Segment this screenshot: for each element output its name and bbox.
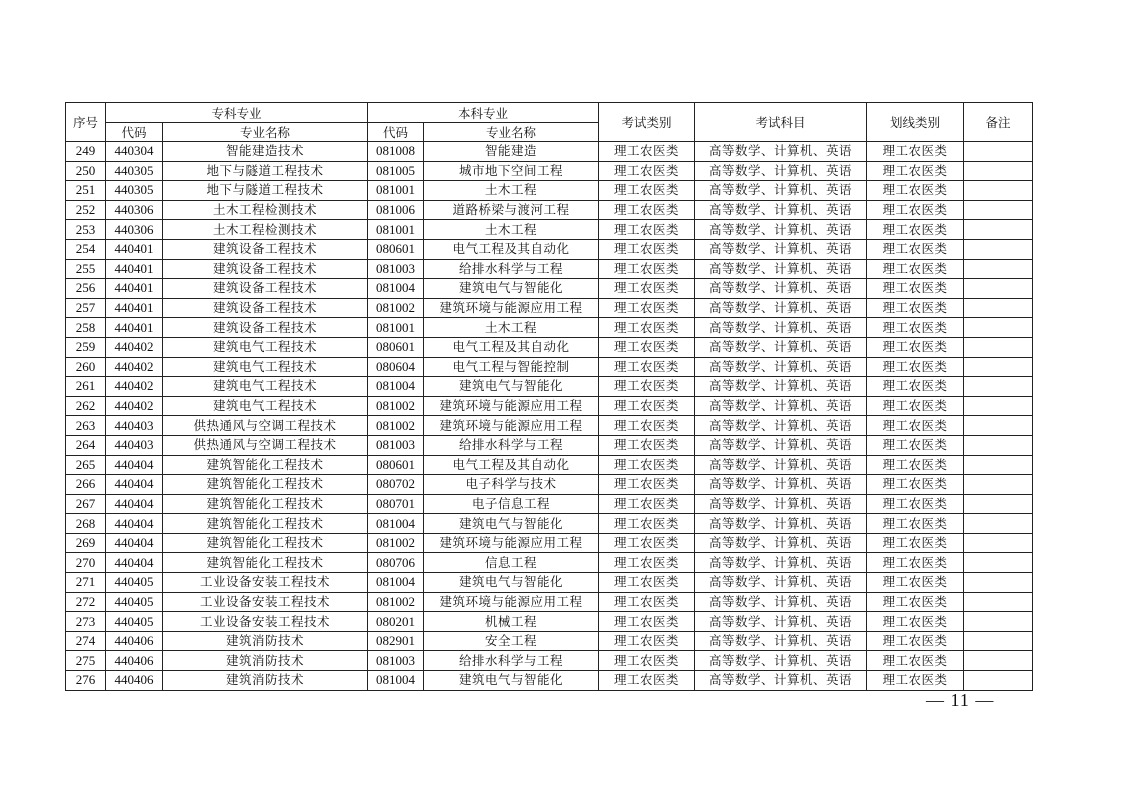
cell-bachelor-code: 080601: [368, 337, 424, 357]
cell-seq: 271: [66, 573, 106, 593]
cell-remarks: [964, 298, 1033, 318]
cell-exam-category: 理工农医类: [599, 396, 695, 416]
cell-junior-name: 建筑设备工程技术: [163, 239, 368, 259]
cell-exam-subjects: 高等数学、计算机、英语: [695, 396, 867, 416]
cell-remarks: [964, 514, 1033, 534]
cell-bachelor-name: 电气工程及其自动化: [424, 455, 599, 475]
cell-line-category: 理工农医类: [867, 279, 964, 299]
cell-junior-name: 建筑智能化工程技术: [163, 455, 368, 475]
cell-seq: 263: [66, 416, 106, 436]
cell-remarks: [964, 475, 1033, 495]
header-junior-college-major: 专科专业: [106, 103, 368, 123]
cell-seq: 276: [66, 671, 106, 691]
table-row: [66, 239, 1033, 259]
table-row: [66, 279, 1033, 299]
table-row: [66, 416, 1033, 436]
cell-seq: 256: [66, 279, 106, 299]
cell-junior-code: 440405: [106, 573, 163, 593]
cell-seq: 270: [66, 553, 106, 573]
cell-line-category: 理工农医类: [867, 200, 964, 220]
header-bachelor-major: 本科专业: [368, 103, 599, 123]
table-row: [66, 298, 1033, 318]
cell-bachelor-code: 080701: [368, 494, 424, 514]
cell-bachelor-name: 智能建造: [424, 142, 599, 162]
table-row: [66, 592, 1033, 612]
cell-exam-subjects: 高等数学、计算机、英语: [695, 279, 867, 299]
cell-junior-name: 建筑消防技术: [163, 631, 368, 651]
cell-bachelor-name: 电子信息工程: [424, 494, 599, 514]
cell-junior-name: 建筑智能化工程技术: [163, 533, 368, 553]
cell-seq: 249: [66, 142, 106, 162]
cell-line-category: 理工农医类: [867, 573, 964, 593]
cell-remarks: [964, 533, 1033, 553]
cell-bachelor-name: 土木工程: [424, 181, 599, 201]
cell-line-category: 理工农医类: [867, 259, 964, 279]
cell-bachelor-name: 电气工程及其自动化: [424, 337, 599, 357]
cell-bachelor-code: 081001: [368, 181, 424, 201]
table-row: [66, 220, 1033, 240]
cell-exam-category: 理工农医类: [599, 279, 695, 299]
cell-junior-name: 地下与隧道工程技术: [163, 161, 368, 181]
cell-bachelor-name: 建筑电气与智能化: [424, 514, 599, 534]
cell-exam-category: 理工农医类: [599, 298, 695, 318]
cell-junior-code: 440306: [106, 200, 163, 220]
cell-bachelor-code: 080601: [368, 239, 424, 259]
cell-bachelor-name: 安全工程: [424, 631, 599, 651]
table-row: [66, 671, 1033, 691]
table-row: [66, 631, 1033, 651]
cell-seq: 274: [66, 631, 106, 651]
cell-exam-subjects: 高等数学、计算机、英语: [695, 553, 867, 573]
cell-exam-subjects: 高等数学、计算机、英语: [695, 337, 867, 357]
cell-junior-code: 440401: [106, 298, 163, 318]
cell-exam-category: 理工农医类: [599, 514, 695, 534]
cell-bachelor-name: 建筑电气与智能化: [424, 377, 599, 397]
cell-junior-name: 建筑设备工程技术: [163, 318, 368, 338]
cell-remarks: [964, 161, 1033, 181]
cell-line-category: 理工农医类: [867, 239, 964, 259]
cell-junior-name: 建筑设备工程技术: [163, 279, 368, 299]
cell-bachelor-code: 081002: [368, 298, 424, 318]
cell-exam-category: 理工农医类: [599, 631, 695, 651]
cell-line-category: 理工农医类: [867, 533, 964, 553]
cell-junior-name: 建筑设备工程技术: [163, 298, 368, 318]
major-mapping-table: [65, 102, 1033, 691]
cell-line-category: 理工农医类: [867, 494, 964, 514]
cell-line-category: 理工农医类: [867, 671, 964, 691]
cell-exam-category: 理工农医类: [599, 220, 695, 240]
cell-bachelor-code: 081002: [368, 416, 424, 436]
cell-line-category: 理工农医类: [867, 220, 964, 240]
cell-bachelor-name: 给排水科学与工程: [424, 259, 599, 279]
cell-junior-name: 建筑电气工程技术: [163, 357, 368, 377]
cell-exam-subjects: 高等数学、计算机、英语: [695, 181, 867, 201]
cell-seq: 252: [66, 200, 106, 220]
cell-bachelor-name: 建筑环境与能源应用工程: [424, 396, 599, 416]
cell-bachelor-name: 电气工程及其自动化: [424, 239, 599, 259]
table-row: [66, 259, 1033, 279]
cell-remarks: [964, 671, 1033, 691]
header-bachelor-name: 专业名称: [424, 123, 599, 142]
table-row: [66, 651, 1033, 671]
cell-exam-category: 理工农医类: [599, 239, 695, 259]
cell-bachelor-name: 给排水科学与工程: [424, 435, 599, 455]
cell-junior-name: 建筑智能化工程技术: [163, 475, 368, 495]
cell-exam-subjects: 高等数学、计算机、英语: [695, 435, 867, 455]
cell-junior-code: 440404: [106, 553, 163, 573]
cell-exam-category: 理工农医类: [599, 533, 695, 553]
cell-remarks: [964, 220, 1033, 240]
cell-seq: 254: [66, 239, 106, 259]
cell-bachelor-code: 080706: [368, 553, 424, 573]
cell-seq: 273: [66, 612, 106, 632]
cell-exam-subjects: 高等数学、计算机、英语: [695, 357, 867, 377]
cell-exam-subjects: 高等数学、计算机、英语: [695, 298, 867, 318]
cell-bachelor-code: 081008: [368, 142, 424, 162]
table-row: [66, 455, 1033, 475]
table-row: [66, 435, 1033, 455]
cell-exam-subjects: 高等数学、计算机、英语: [695, 592, 867, 612]
cell-bachelor-code: 081004: [368, 279, 424, 299]
cell-bachelor-code: 081004: [368, 573, 424, 593]
cell-exam-subjects: 高等数学、计算机、英语: [695, 377, 867, 397]
cell-junior-code: 440305: [106, 181, 163, 201]
cell-junior-code: 440405: [106, 592, 163, 612]
cell-junior-code: 440406: [106, 631, 163, 651]
cell-exam-subjects: 高等数学、计算机、英语: [695, 573, 867, 593]
header-exam-subjects: 考试科目: [695, 103, 867, 142]
cell-junior-code: 440304: [106, 142, 163, 162]
cell-exam-category: 理工农医类: [599, 142, 695, 162]
cell-seq: 266: [66, 475, 106, 495]
cell-junior-code: 440403: [106, 435, 163, 455]
cell-bachelor-name: 给排水科学与工程: [424, 651, 599, 671]
cell-remarks: [964, 396, 1033, 416]
cell-bachelor-name: 建筑电气与智能化: [424, 573, 599, 593]
cell-junior-name: 土木工程检测技术: [163, 200, 368, 220]
cell-exam-subjects: 高等数学、计算机、英语: [695, 671, 867, 691]
cell-exam-category: 理工农医类: [599, 435, 695, 455]
cell-remarks: [964, 377, 1033, 397]
cell-bachelor-code: 080702: [368, 475, 424, 495]
table-row: [66, 514, 1033, 534]
cell-line-category: 理工农医类: [867, 592, 964, 612]
cell-bachelor-name: 土木工程: [424, 220, 599, 240]
cell-junior-code: 440402: [106, 357, 163, 377]
cell-remarks: [964, 259, 1033, 279]
cell-line-category: 理工农医类: [867, 651, 964, 671]
cell-remarks: [964, 573, 1033, 593]
cell-junior-code: 440404: [106, 475, 163, 495]
cell-seq: 267: [66, 494, 106, 514]
cell-seq: 259: [66, 337, 106, 357]
cell-bachelor-name: 信息工程: [424, 553, 599, 573]
cell-exam-category: 理工农医类: [599, 592, 695, 612]
cell-exam-category: 理工农医类: [599, 553, 695, 573]
cell-exam-subjects: 高等数学、计算机、英语: [695, 220, 867, 240]
cell-line-category: 理工农医类: [867, 435, 964, 455]
cell-bachelor-code: 081002: [368, 533, 424, 553]
cell-bachelor-code: 080201: [368, 612, 424, 632]
cell-junior-code: 440401: [106, 239, 163, 259]
cell-exam-category: 理工农医类: [599, 161, 695, 181]
cell-bachelor-code: 081005: [368, 161, 424, 181]
cell-exam-category: 理工农医类: [599, 475, 695, 495]
cell-remarks: [964, 553, 1033, 573]
cell-seq: 257: [66, 298, 106, 318]
cell-bachelor-name: 城市地下空间工程: [424, 161, 599, 181]
cell-bachelor-name: 建筑环境与能源应用工程: [424, 533, 599, 553]
cell-junior-name: 智能建造技术: [163, 142, 368, 162]
cell-seq: 253: [66, 220, 106, 240]
cell-line-category: 理工农医类: [867, 396, 964, 416]
header-line-category: 划线类别: [867, 103, 964, 142]
cell-bachelor-code: 081003: [368, 259, 424, 279]
cell-line-category: 理工农医类: [867, 455, 964, 475]
cell-junior-code: 440401: [106, 259, 163, 279]
cell-exam-subjects: 高等数学、计算机、英语: [695, 533, 867, 553]
cell-exam-category: 理工农医类: [599, 200, 695, 220]
cell-bachelor-code: 081004: [368, 377, 424, 397]
table-row: [66, 142, 1033, 162]
cell-remarks: [964, 142, 1033, 162]
cell-seq: 260: [66, 357, 106, 377]
cell-exam-subjects: 高等数学、计算机、英语: [695, 200, 867, 220]
table-row: [66, 318, 1033, 338]
cell-remarks: [964, 455, 1033, 475]
cell-line-category: 理工农医类: [867, 514, 964, 534]
cell-exam-subjects: 高等数学、计算机、英语: [695, 416, 867, 436]
page-number: — 11 —: [926, 690, 995, 710]
cell-seq: 255: [66, 259, 106, 279]
table-row: [66, 533, 1033, 553]
cell-junior-name: 建筑消防技术: [163, 671, 368, 691]
cell-seq: 264: [66, 435, 106, 455]
cell-seq: 265: [66, 455, 106, 475]
cell-bachelor-code: 081003: [368, 435, 424, 455]
cell-line-category: 理工农医类: [867, 631, 964, 651]
cell-remarks: [964, 612, 1033, 632]
cell-bachelor-code: 081002: [368, 396, 424, 416]
cell-seq: 251: [66, 181, 106, 201]
table-row: [66, 612, 1033, 632]
table-row: [66, 377, 1033, 397]
cell-line-category: 理工农医类: [867, 298, 964, 318]
table-row: [66, 494, 1033, 514]
cell-remarks: [964, 357, 1033, 377]
cell-junior-code: 440406: [106, 671, 163, 691]
cell-bachelor-code: 080604: [368, 357, 424, 377]
cell-remarks: [964, 318, 1033, 338]
cell-bachelor-code: 081003: [368, 651, 424, 671]
table-body: [66, 142, 1033, 691]
cell-bachelor-code: 081006: [368, 200, 424, 220]
cell-line-category: 理工农医类: [867, 357, 964, 377]
cell-junior-name: 建筑设备工程技术: [163, 259, 368, 279]
cell-exam-category: 理工农医类: [599, 671, 695, 691]
cell-junior-name: 建筑智能化工程技术: [163, 514, 368, 534]
cell-remarks: [964, 631, 1033, 651]
cell-remarks: [964, 651, 1033, 671]
table-row: [66, 161, 1033, 181]
cell-bachelor-code: 081002: [368, 592, 424, 612]
cell-line-category: 理工农医类: [867, 161, 964, 181]
cell-bachelor-name: 电子科学与技术: [424, 475, 599, 495]
cell-seq: 258: [66, 318, 106, 338]
cell-exam-subjects: 高等数学、计算机、英语: [695, 161, 867, 181]
cell-exam-subjects: 高等数学、计算机、英语: [695, 142, 867, 162]
cell-exam-subjects: 高等数学、计算机、英语: [695, 318, 867, 338]
cell-line-category: 理工农医类: [867, 337, 964, 357]
cell-exam-category: 理工农医类: [599, 573, 695, 593]
header-junior-code: 代码: [106, 123, 163, 142]
cell-bachelor-name: 建筑环境与能源应用工程: [424, 298, 599, 318]
cell-remarks: [964, 592, 1033, 612]
header-bachelor-code: 代码: [368, 123, 424, 142]
table-row: [66, 357, 1033, 377]
cell-seq: 268: [66, 514, 106, 534]
cell-junior-code: 440402: [106, 337, 163, 357]
cell-seq: 261: [66, 377, 106, 397]
cell-seq: 269: [66, 533, 106, 553]
cell-exam-category: 理工农医类: [599, 181, 695, 201]
cell-bachelor-name: 电气工程与智能控制: [424, 357, 599, 377]
cell-junior-code: 440405: [106, 612, 163, 632]
cell-remarks: [964, 416, 1033, 436]
cell-seq: 262: [66, 396, 106, 416]
cell-remarks: [964, 435, 1033, 455]
cell-junior-code: 440402: [106, 377, 163, 397]
header-seq: 序号: [66, 103, 106, 142]
cell-junior-code: 440305: [106, 161, 163, 181]
cell-junior-name: 建筑智能化工程技术: [163, 494, 368, 514]
cell-exam-category: 理工农医类: [599, 455, 695, 475]
cell-junior-name: 建筑电气工程技术: [163, 396, 368, 416]
cell-exam-category: 理工农医类: [599, 612, 695, 632]
table-header-row-1: [66, 103, 1033, 123]
table-row: [66, 475, 1033, 495]
cell-junior-code: 440406: [106, 651, 163, 671]
table-row: [66, 573, 1033, 593]
cell-bachelor-code: 081004: [368, 671, 424, 691]
cell-bachelor-code: 081001: [368, 318, 424, 338]
cell-seq: 272: [66, 592, 106, 612]
cell-junior-code: 440306: [106, 220, 163, 240]
cell-bachelor-name: 建筑环境与能源应用工程: [424, 592, 599, 612]
cell-exam-category: 理工农医类: [599, 318, 695, 338]
header-remarks: 备注: [964, 103, 1033, 142]
cell-junior-code: 440404: [106, 533, 163, 553]
cell-exam-subjects: 高等数学、计算机、英语: [695, 612, 867, 632]
cell-junior-code: 440401: [106, 318, 163, 338]
cell-line-category: 理工农医类: [867, 377, 964, 397]
cell-exam-category: 理工农医类: [599, 416, 695, 436]
cell-junior-code: 440404: [106, 494, 163, 514]
cell-line-category: 理工农医类: [867, 318, 964, 338]
table-row: [66, 200, 1033, 220]
cell-bachelor-code: 081001: [368, 220, 424, 240]
cell-line-category: 理工农医类: [867, 612, 964, 632]
header-junior-name: 专业名称: [163, 123, 368, 142]
cell-line-category: 理工农医类: [867, 181, 964, 201]
cell-junior-name: 建筑电气工程技术: [163, 377, 368, 397]
cell-junior-name: 建筑电气工程技术: [163, 337, 368, 357]
cell-line-category: 理工农医类: [867, 416, 964, 436]
cell-seq: 275: [66, 651, 106, 671]
cell-remarks: [964, 494, 1033, 514]
cell-exam-category: 理工农医类: [599, 259, 695, 279]
cell-junior-code: 440402: [106, 396, 163, 416]
cell-bachelor-code: 082901: [368, 631, 424, 651]
cell-junior-code: 440404: [106, 514, 163, 534]
cell-exam-subjects: 高等数学、计算机、英语: [695, 239, 867, 259]
cell-exam-category: 理工农医类: [599, 357, 695, 377]
cell-junior-name: 供热通风与空调工程技术: [163, 416, 368, 436]
cell-junior-name: 工业设备安装工程技术: [163, 573, 368, 593]
cell-remarks: [964, 279, 1033, 299]
cell-bachelor-code: 081004: [368, 514, 424, 534]
cell-remarks: [964, 337, 1033, 357]
cell-line-category: 理工农医类: [867, 475, 964, 495]
table-row: [66, 337, 1033, 357]
cell-exam-subjects: 高等数学、计算机、英语: [695, 475, 867, 495]
cell-junior-code: 440401: [106, 279, 163, 299]
cell-seq: 250: [66, 161, 106, 181]
cell-bachelor-code: 080601: [368, 455, 424, 475]
table-row: [66, 181, 1033, 201]
cell-exam-category: 理工农医类: [599, 337, 695, 357]
cell-exam-subjects: 高等数学、计算机、英语: [695, 651, 867, 671]
cell-junior-code: 440403: [106, 416, 163, 436]
table-row: [66, 396, 1033, 416]
cell-exam-category: 理工农医类: [599, 377, 695, 397]
cell-junior-name: 供热通风与空调工程技术: [163, 435, 368, 455]
cell-junior-name: 建筑消防技术: [163, 651, 368, 671]
cell-junior-name: 土木工程检测技术: [163, 220, 368, 240]
cell-exam-subjects: 高等数学、计算机、英语: [695, 494, 867, 514]
cell-remarks: [964, 181, 1033, 201]
header-exam-category: 考试类别: [599, 103, 695, 142]
cell-exam-subjects: 高等数学、计算机、英语: [695, 514, 867, 534]
cell-exam-subjects: 高等数学、计算机、英语: [695, 631, 867, 651]
cell-junior-name: 地下与隧道工程技术: [163, 181, 368, 201]
cell-exam-category: 理工农医类: [599, 494, 695, 514]
cell-exam-subjects: 高等数学、计算机、英语: [695, 259, 867, 279]
cell-exam-subjects: 高等数学、计算机、英语: [695, 455, 867, 475]
cell-bachelor-name: 建筑电气与智能化: [424, 671, 599, 691]
cell-bachelor-name: 建筑电气与智能化: [424, 279, 599, 299]
cell-bachelor-name: 建筑环境与能源应用工程: [424, 416, 599, 436]
cell-junior-name: 建筑智能化工程技术: [163, 553, 368, 573]
cell-line-category: 理工农医类: [867, 142, 964, 162]
cell-bachelor-name: 道路桥梁与渡河工程: [424, 200, 599, 220]
cell-bachelor-name: 土木工程: [424, 318, 599, 338]
cell-junior-name: 工业设备安装工程技术: [163, 612, 368, 632]
cell-remarks: [964, 200, 1033, 220]
cell-junior-code: 440404: [106, 455, 163, 475]
cell-line-category: 理工农医类: [867, 553, 964, 573]
cell-exam-category: 理工农医类: [599, 651, 695, 671]
cell-remarks: [964, 239, 1033, 259]
cell-junior-name: 工业设备安装工程技术: [163, 592, 368, 612]
table-row: [66, 553, 1033, 573]
cell-bachelor-name: 机械工程: [424, 612, 599, 632]
